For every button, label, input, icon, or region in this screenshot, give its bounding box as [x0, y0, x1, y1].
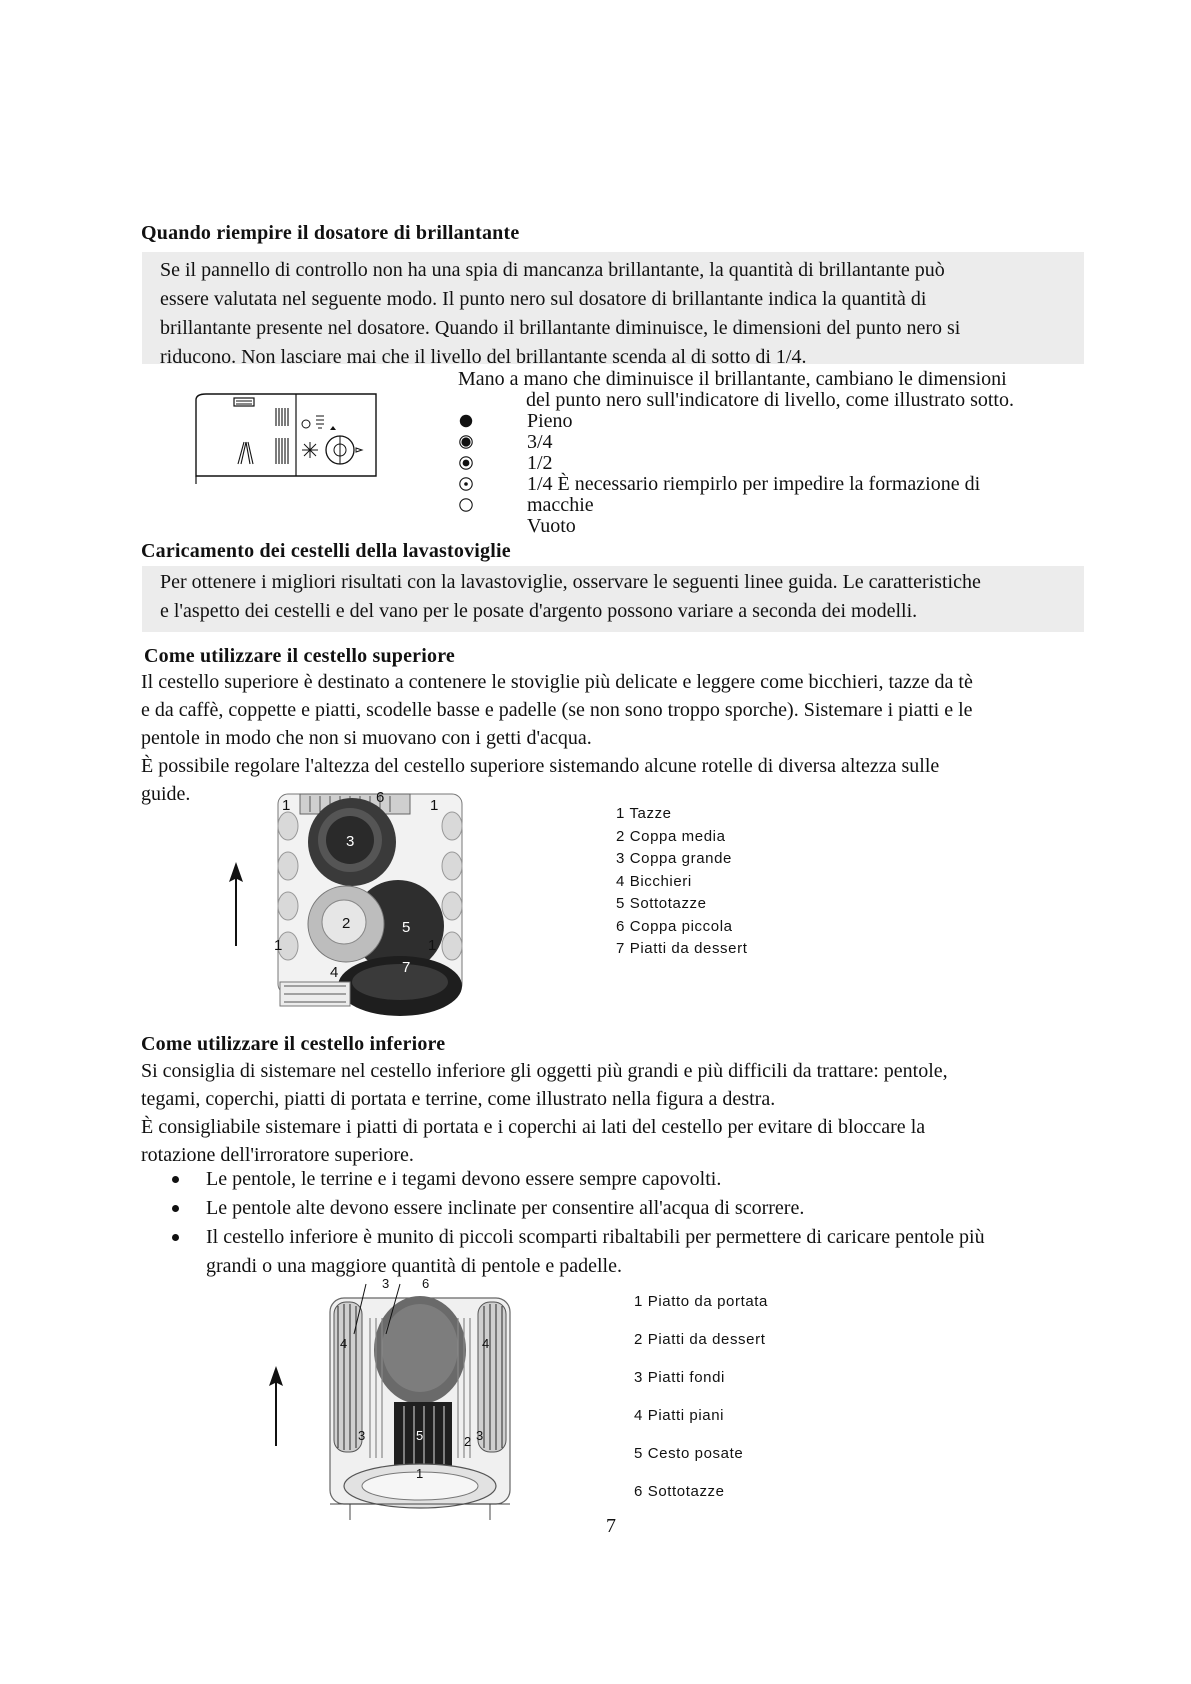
upper-basket-legend [616, 803, 747, 961]
figure-number: 1 [416, 1466, 424, 1481]
upper-basket-figure [270, 786, 470, 1018]
figure-number: 7 [402, 959, 411, 976]
legend-item: 1 Tazze [616, 805, 672, 822]
info-line: essere valutata nel seguente modo. Il punto nero sul dosatore di brillantante indica la quantità di [160, 288, 927, 310]
baskets-info-box [142, 566, 1084, 632]
levels-intro-line: del punto nero sull'indicatore di livello, come illustrato sotto. [526, 389, 1014, 411]
figure-number: 5 [416, 1428, 424, 1443]
bullet-icon [172, 1176, 179, 1183]
list-item [172, 1194, 1092, 1223]
figure-number: 4 [330, 964, 339, 981]
level-label: Vuoto [527, 515, 576, 537]
info-line: e l'aspetto dei cestelli e del vano per le posate d'argento possono variare a seconda dei modelli. [160, 600, 918, 622]
list-item-text: grandi o una maggiore quantità di pentole e padelle. [206, 1255, 622, 1277]
info-line: riducono. Non lasciare mai che il livello del brillantante scenda al di sotto di 1/4. [160, 346, 807, 368]
figure-number: 4 [482, 1336, 490, 1351]
text-line: Il cestello superiore è destinato a contenere le stoviglie più delicate e leggere come bicchieri, tazze da tè [141, 671, 973, 693]
legend-item: 7 Piatti da dessert [616, 940, 748, 957]
heading-lower-basket: Come utilizzare il cestello inferiore [141, 1033, 446, 1055]
heading-rinse-aid: Quando riempire il dosatore di brillantante [141, 222, 520, 244]
legend-item: 5 Sottotazze [616, 895, 707, 912]
lower-basket-tips [172, 1165, 1092, 1281]
figure-number: 3 [346, 833, 355, 850]
text-line: pentole in modo che non si muovano con i getti d'acqua. [141, 727, 592, 749]
up-arrow-icon [228, 862, 244, 946]
level-label: 1/2 [527, 452, 553, 474]
figure-number: 1 [282, 797, 291, 814]
level-quarter-icon [459, 477, 473, 491]
figure-number: 5 [402, 919, 411, 936]
figure-number: 6 [422, 1278, 430, 1291]
level-label: Pieno [527, 410, 573, 432]
legend-item: 6 Sottotazze [634, 1483, 725, 1500]
legend-item: 5 Cesto posate [634, 1445, 744, 1462]
text-line: tegami, coperchi, piatti di portata e terrine, come illustrato nella figura a destra. [141, 1088, 776, 1110]
level-full-icon [459, 414, 473, 428]
up-arrow-icon [268, 1366, 284, 1446]
level-label: 3/4 [527, 431, 553, 453]
figure-number: 3 [382, 1278, 390, 1291]
figure-number: 1 [430, 797, 439, 814]
figure-number: 3 [476, 1428, 484, 1443]
lower-basket-text [141, 1057, 1081, 1169]
figure-number: 6 [376, 789, 385, 806]
info-line: Per ottenere i migliori risultati con la lavastoviglie, osservare le seguenti linee guida. Le caratteristiche [160, 571, 981, 593]
text-line: guide. [141, 783, 191, 805]
info-line: Se il pannello di controllo non ha una spia di mancanza brillantante, la quantità di brillantante può [160, 259, 945, 281]
lower-basket-legend [634, 1283, 768, 1511]
text-line: È possibile regolare l'altezza del cestello superiore sistemando alcune rotelle di diversa altezza sulle [141, 755, 940, 777]
legend-item: 3 Coppa grande [616, 850, 732, 867]
levels-intro-line: Mano a mano che diminuisce il brillantante, cambiano le dimensioni [458, 368, 1007, 390]
level-three-quarter-icon [459, 435, 473, 449]
level-empty-icon [459, 498, 473, 512]
levels-intro [458, 369, 1014, 411]
bullet-icon [172, 1205, 179, 1212]
list-item-text: Le pentole alte devono essere inclinate per consentire all'acqua di scorrere. [206, 1197, 805, 1219]
text-line: rotazione dell'irroratore superiore. [141, 1144, 414, 1166]
figure-number: 1 [274, 937, 283, 954]
legend-item: 6 Coppa piccola [616, 917, 733, 935]
list-item [172, 1252, 1092, 1281]
page-number: 7 [606, 1515, 616, 1537]
legend-item: 3 Piatti fondi [634, 1369, 725, 1386]
list-item [172, 1165, 1092, 1194]
text-line: e da caffè, coppette e piatti, scodelle basse e padelle (se non sono troppo sporche). Sistemare i piatti e le [141, 699, 973, 721]
lower-basket-figure [320, 1278, 520, 1528]
level-label: macchie [527, 494, 594, 516]
bullet-icon [172, 1234, 179, 1241]
figure-number: 3 [358, 1428, 366, 1443]
figure-number: 4 [340, 1336, 348, 1351]
info-line: brillantante presente nel dosatore. Quando il brillantante diminuisce, le dimensioni del punto nero si [160, 317, 961, 339]
heading-loading-baskets: Caricamento dei cestelli della lavastoviglie [141, 540, 511, 562]
legend-item: 2 Coppa media [616, 827, 726, 845]
legend-item: 2 Piatti da dessert [634, 1331, 766, 1348]
rinse-aid-info-box [142, 252, 1084, 368]
list-item [172, 1223, 1092, 1252]
list-item-text: Il cestello inferiore è munito di piccoli scomparti ribaltabili per permettere di caricare pentole più [206, 1226, 985, 1248]
figure-number: 2 [342, 915, 351, 932]
dispenser-panel-figure [190, 390, 386, 486]
level-half-icon [459, 456, 473, 470]
heading-upper-basket: Come utilizzare il cestello superiore [144, 645, 456, 667]
level-label: 1/4 È necessario riempirlo per impedire la formazione di [527, 473, 981, 495]
figure-number: 2 [464, 1434, 472, 1449]
legend-item: 1 Piatto da portata [634, 1293, 768, 1310]
list-item-text: Le pentole, le terrine e i tegami devono essere sempre capovolti. [206, 1168, 722, 1190]
text-line: È consigliabile sistemare i piatti di portata e i coperchi ai lati del cestello per evitare di bloccare la [141, 1116, 926, 1138]
text-line: Si consiglia di sistemare nel cestello inferiore gli oggetti più grandi e più difficili da trattare: pentole, [141, 1060, 948, 1082]
figure-number: 1 [428, 937, 437, 954]
legend-item: 4 Piatti piani [634, 1407, 725, 1424]
legend-item: 4 Bicchieri [616, 872, 692, 890]
